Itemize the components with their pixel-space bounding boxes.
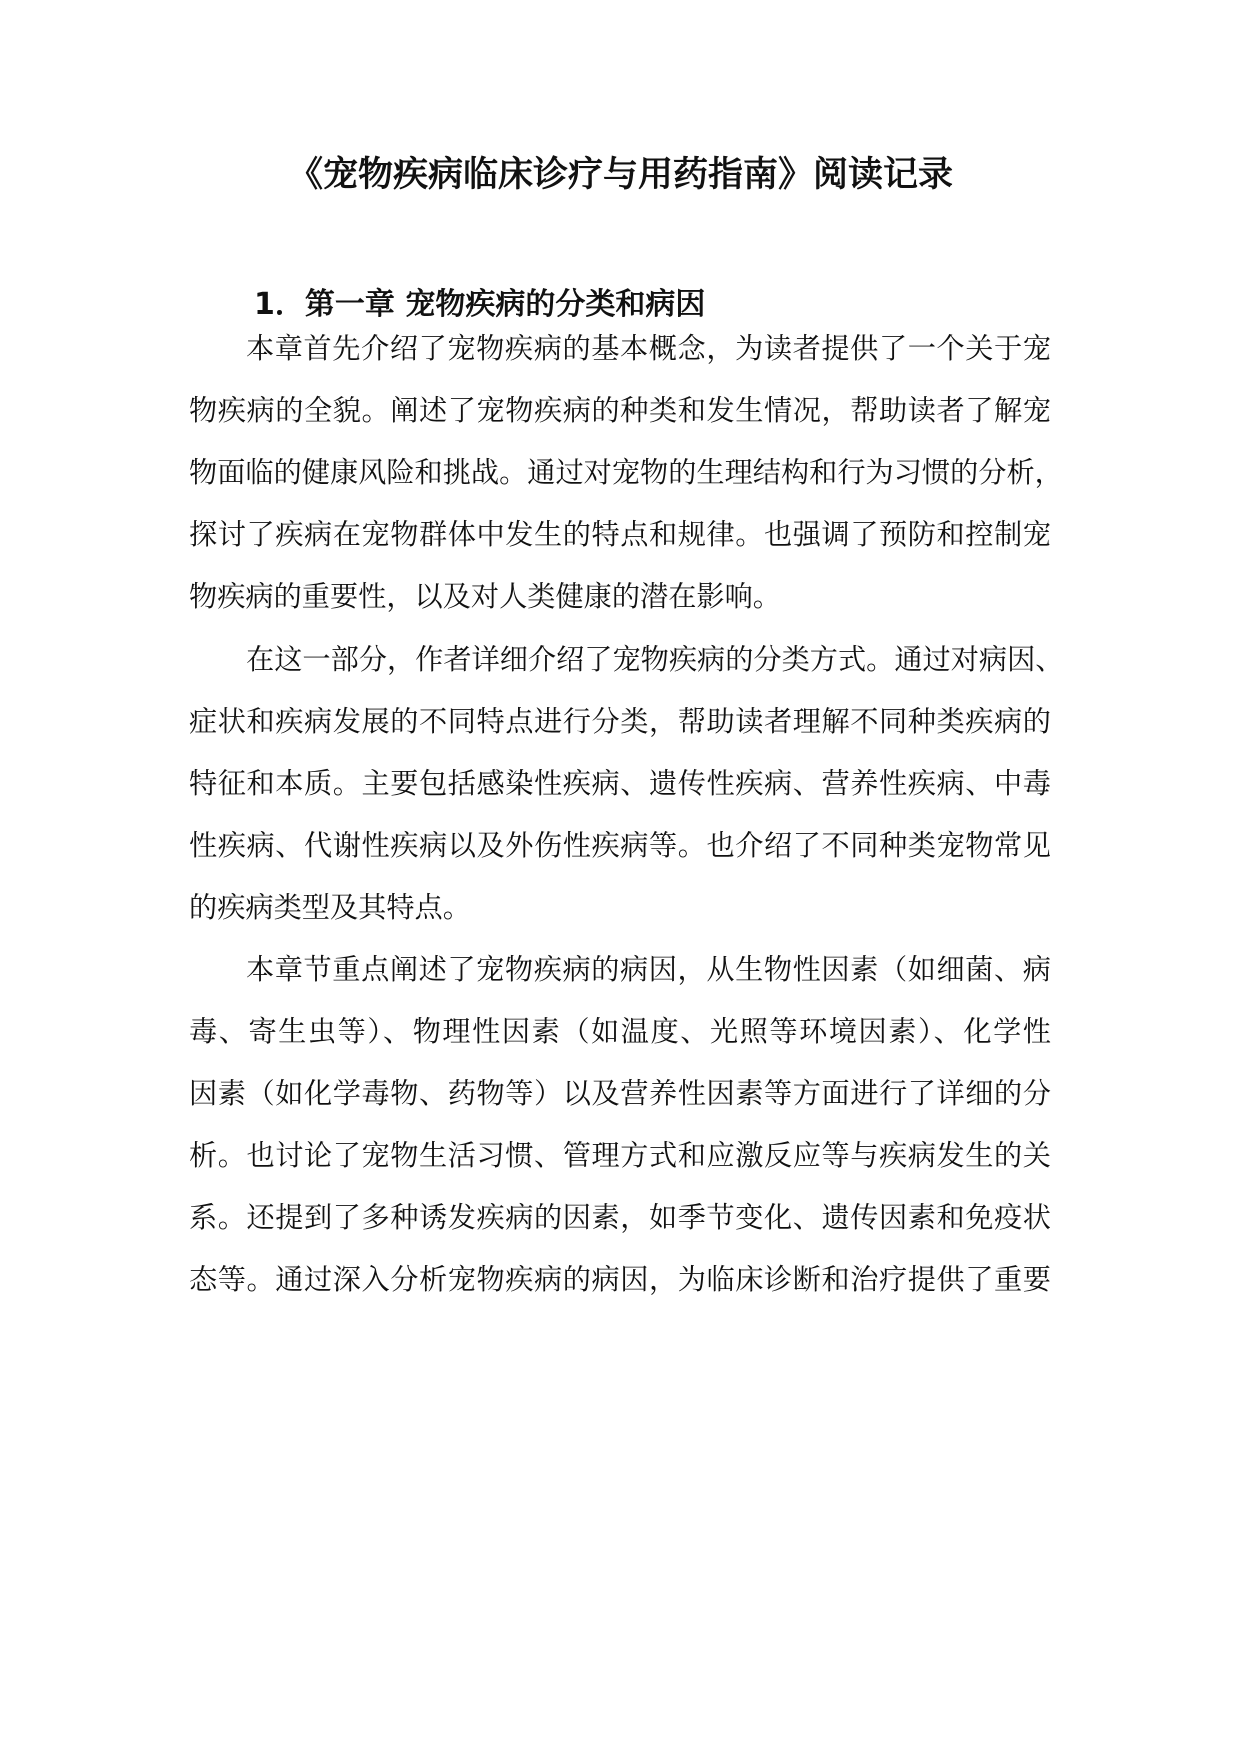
paragraph-3-line-4: 析。也讨论了宠物生活习惯、管理方式和应激反应等与疾病发生的关 <box>189 1139 1051 1172</box>
paragraph-3-line-3: 因素（如化学毒物、药物等）以及营养性因素等方面进行了详细的分 <box>189 1077 1051 1110</box>
paragraph-3-line-1: 本章节重点阐述了宠物疾病的病因，从生物性因素（如细菌、病 <box>246 953 1051 986</box>
paragraph-3-line-6: 态等。通过深入分析宠物疾病的病因，为临床诊断和治疗提供了重要 <box>189 1263 1051 1296</box>
paragraph-2-line-4: 性疾病、代谢性疾病以及外伤性疾病等。也介绍了不同种类宠物常见 <box>189 829 1051 862</box>
paragraph-1-line-3: 物面临的健康风险和挑战。通过对宠物的生理结构和行为习惯的分析， <box>189 456 1063 489</box>
paragraph-3-line-5: 系。还提到了多种诱发疾病的因素，如季节变化、遗传因素和免疫状 <box>189 1201 1051 1234</box>
paragraph-2-line-2: 症状和疾病发展的不同特点进行分类，帮助读者理解不同种类疾病的 <box>189 705 1051 738</box>
paragraph-2-line-5: 的疾病类型及其特点。 <box>189 891 471 924</box>
document-title: 《宠物疾病临床诊疗与用药指南》阅读记录 <box>287 155 953 195</box>
section-heading: 1．第一章 宠物疾病的分类和病因 <box>254 287 706 322</box>
paragraph-2-line-1: 在这一部分，作者详细介绍了宠物疾病的分类方式。通过对病因、 <box>246 643 1064 676</box>
paragraph-1-line-4: 探讨了疾病在宠物群体中发生的特点和规律。也强调了预防和控制宠 <box>189 518 1051 551</box>
paragraph-2-line-3: 特征和本质。主要包括感染性疾病、遗传性疾病、营养性疾病、中毒 <box>189 767 1051 800</box>
paragraph-3-line-2: 毒、寄生虫等）、物理性因素（如温度、光照等环境因素）、化学性 <box>189 1015 1051 1048</box>
paragraph-1-line-1: 本章首先介绍了宠物疾病的基本概念，为读者提供了一个关于宠 <box>246 332 1051 365</box>
paragraph-1-line-5: 物疾病的重要性，以及对人类健康的潜在影响。 <box>189 580 781 613</box>
paragraph-1-line-2: 物疾病的全貌。阐述了宠物疾病的种类和发生情况，帮助读者了解宠 <box>189 394 1051 427</box>
